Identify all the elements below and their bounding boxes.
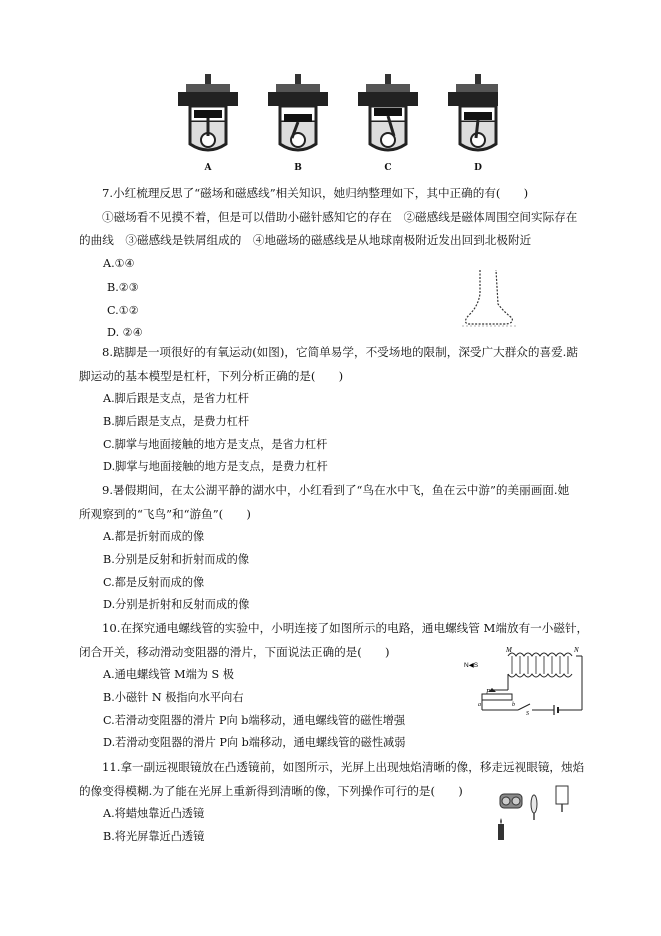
q7-stem-line2: ①磁场看不见摸不着，但是可以借助小磁针感知它的存在 ②磁感线是磁体周围空间实际存在 xyxy=(102,210,578,224)
q7-option-d: D. ②④ xyxy=(107,326,143,339)
q11-stem-line1: 11.拿一副远视眼镜放在凸透镜前，如图所示，光屏上出现烛焰清晰的像，移走远视眼镜，烛焰 xyxy=(102,760,585,774)
q9-stem-line1: 9.暑假期间，在太公湖平静的湖水中，小红看到了“鸟在水中飞，鱼在云中游”的美丽画面.她 xyxy=(102,483,570,497)
engine-label-d: D xyxy=(474,163,482,173)
q10-option-b: B.小磁针 N 极指向水平向右 xyxy=(103,691,244,704)
q9-option-d: D.分别是折射和反射而成的像 xyxy=(103,598,250,611)
label-p: P xyxy=(486,688,491,696)
q8-option-a: A.脚后跟是支点，是省力杠杆 xyxy=(103,392,249,405)
q9-option-c: C.都是反射而成的像 xyxy=(103,576,205,589)
q7-option-c: C.①② xyxy=(107,304,139,317)
q9-stem-line2: 所观察到的“飞鸟”和“游鱼”( ) xyxy=(79,507,251,521)
label-m: M xyxy=(506,646,512,654)
q10-option-c: C.若滑动变阻器的滑片 P向 b端移动，通电螺线管的磁性增强 xyxy=(103,714,406,727)
q8-option-c: C.脚掌与地面接触的地方是支点，是省力杠杆 xyxy=(103,438,328,451)
q10-option-a: A.通电螺线管 M端为 S 极 xyxy=(103,668,234,681)
engine-a-figure xyxy=(178,74,238,150)
label-n: N xyxy=(574,646,579,654)
q11-stem-line2: 的像变得模糊.为了能在光屏上重新得到清晰的像，下列操作可行的是( ) xyxy=(79,784,463,798)
q11-option-a: A.将蜡烛靠近凸透镜 xyxy=(103,807,205,820)
q7-option-b: B.②③ xyxy=(107,281,139,294)
q8-option-b: B.脚后跟是支点，是费力杠杆 xyxy=(103,415,250,428)
engine-b-figure xyxy=(268,74,328,150)
engine-c-figure xyxy=(358,74,418,150)
lens-candle-figure xyxy=(490,776,580,848)
compass-needle-label: N◀S xyxy=(464,662,479,669)
q8-option-d: D.脚掌与地面接触的地方是支点，是费力杠杆 xyxy=(103,460,328,473)
label-a: a xyxy=(478,702,481,708)
solenoid-circuit-figure xyxy=(462,644,584,716)
q9-option-b: B.分别是反射和折射而成的像 xyxy=(103,553,250,566)
label-s: S xyxy=(526,711,529,716)
label-b: b xyxy=(512,702,515,708)
q7-stem-line1: 7.小红梳理反思了“磁场和磁感线”相关知识，她归纳整理如下，其中正确的有( ) xyxy=(102,186,529,200)
engine-labels xyxy=(168,163,498,177)
tiptoe-foot-figure xyxy=(458,268,522,328)
engine-strokes-figure xyxy=(168,74,498,156)
q7-option-a: A.①④ xyxy=(103,257,135,270)
engine-d-figure xyxy=(448,74,498,150)
q10-option-d: D.若滑动变阻器的滑片 P向 b端移动，通电螺线管的磁性减弱 xyxy=(103,736,406,749)
engine-label-a: A xyxy=(204,163,212,173)
engine-label-b: B xyxy=(294,163,302,173)
q10-stem-line2: 闭合开关，移动滑动变阻器的滑片，下面说法正确的是( ) xyxy=(79,645,390,659)
q8-stem-line2: 脚运动的基本模型是杠杆，下列分析正确的是( ) xyxy=(79,369,344,383)
q11-option-b: B.将光屏靠近凸透镜 xyxy=(103,830,205,843)
q7-stem-line3: 的曲线 ③磁感线是铁屑组成的 ④地磁场的磁感线是从地球南极附近发出回到北极附近 xyxy=(79,233,532,247)
q8-stem-line1: 8.踮脚是一项很好的有氧运动(如图)，它简单易学，不受场地的限制，深受广大群众的喜爱.踮 xyxy=(102,345,578,359)
q10-stem-line1: 10.在探究通电螺线管的实验中，小明连接了如图所示的电路，通电螺线管 M端放有一小磁针， xyxy=(102,621,589,635)
engine-label-c: C xyxy=(384,163,392,173)
q9-option-a: A.都是折射而成的像 xyxy=(103,530,205,543)
